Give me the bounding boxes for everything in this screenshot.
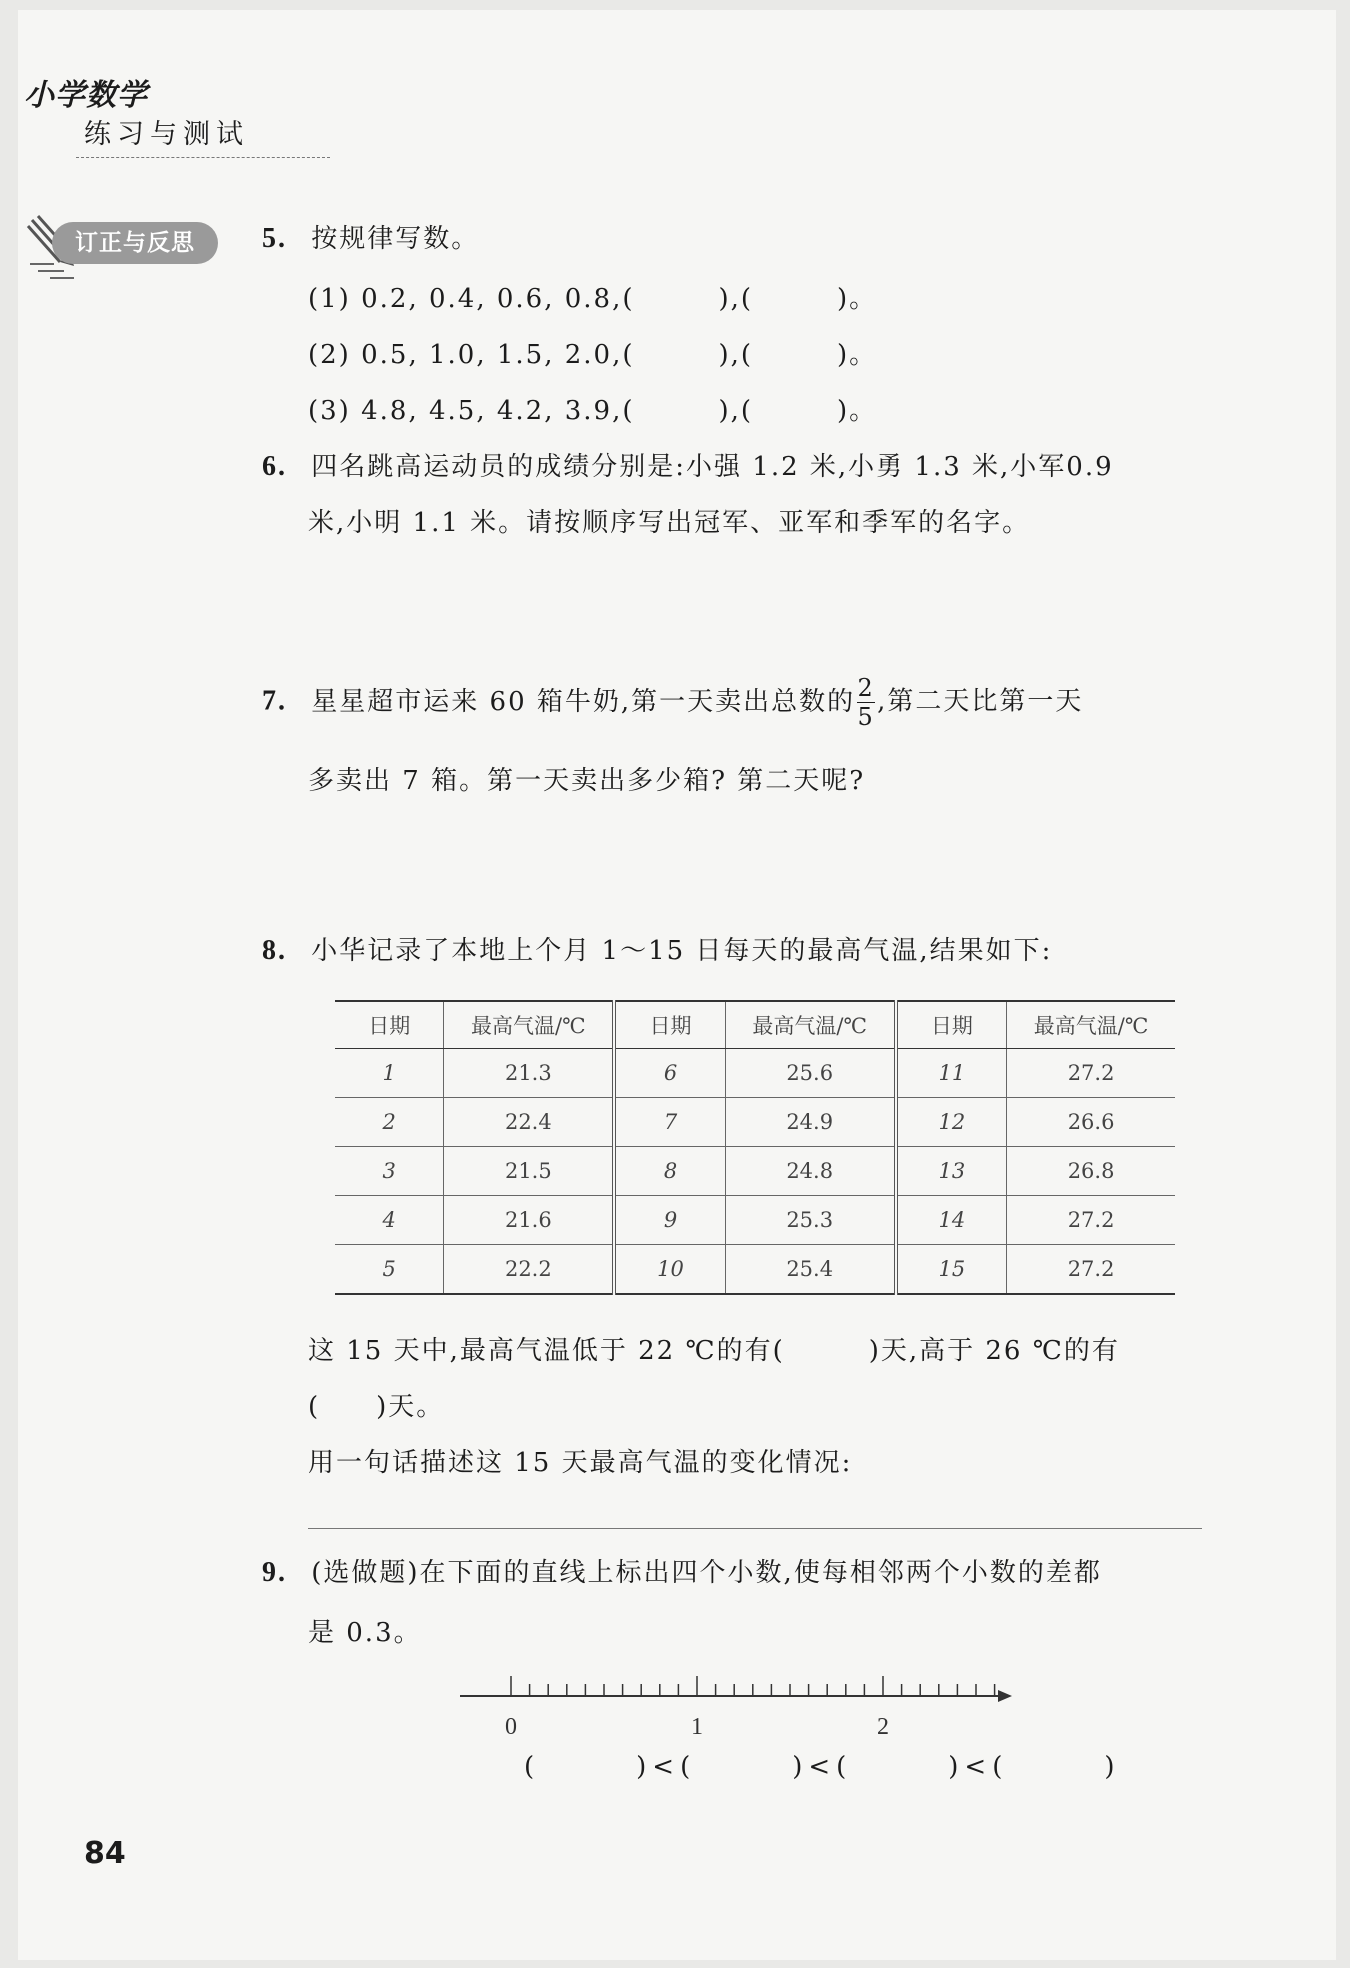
question-stem: 按规律写数。 <box>311 224 480 254</box>
number-line-label: 0 <box>505 1714 517 1740</box>
table-cell: 26.6 <box>1007 1098 1175 1147</box>
table-cell: 4 <box>335 1196 444 1245</box>
question-8 <box>262 930 1052 967</box>
question-text-line: 用一句话描述这 15 天最高气温的变化情况: <box>308 1448 853 1478</box>
table-cell: 21.6 <box>444 1196 614 1245</box>
column-header: 日期 <box>896 1001 1007 1049</box>
table-cell: 21.3 <box>444 1049 614 1098</box>
column-header: 最高气温/℃ <box>725 1001 895 1049</box>
question-text-line: 这 15 天中,最高气温低于 22 ℃的有( )天,高于 26 ℃的有 <box>308 1336 1120 1366</box>
question-6 <box>262 446 1114 483</box>
table-cell: 27.2 <box>1007 1049 1175 1098</box>
fraction-numerator: 2 <box>857 674 875 702</box>
table-cell: 27.2 <box>1007 1245 1175 1295</box>
correction-badge: 订正与反思 <box>52 222 218 264</box>
table-cell: 26.8 <box>1007 1147 1175 1196</box>
page-number: 84 <box>84 1836 126 1871</box>
number-line-label: 2 <box>877 1714 889 1740</box>
sequence-line-3: (3) 4.8, 4.5, 4.2, 3.9,( ),( )。 <box>308 396 878 426</box>
question-text-line: 四名跳高运动员的成绩分别是:小强 1.2 米,小勇 1.3 米,小军0.9 <box>311 452 1114 482</box>
question-text-line: (选做题)在下面的直线上标出四个小数,使每相邻两个小数的差都 <box>311 1558 1102 1588</box>
table-cell: 12 <box>896 1098 1007 1147</box>
table-row <box>335 1245 1175 1295</box>
fraction-denominator: 5 <box>857 703 875 731</box>
question-number: 7. <box>262 685 287 717</box>
table-cell: 15 <box>896 1245 1007 1295</box>
table-row <box>335 1049 1175 1098</box>
column-header: 最高气温/℃ <box>444 1001 614 1049</box>
question-number: 5. <box>262 223 287 254</box>
question-stem: 小华记录了本地上个月 1～15 日每天的最高气温,结果如下: <box>311 936 1053 966</box>
table-cell: 7 <box>614 1098 725 1147</box>
answer-blanks: ( )<( )<( )<( ) <box>524 1752 1121 1782</box>
brand-divider <box>76 157 330 158</box>
question-text-line: 是 0.3。 <box>308 1618 422 1648</box>
question-7 <box>262 676 1083 729</box>
table-cell: 10 <box>614 1245 725 1295</box>
table-row <box>335 1147 1175 1196</box>
table-cell: 14 <box>896 1196 1007 1245</box>
table-cell: 2 <box>335 1098 444 1147</box>
table-cell: 11 <box>896 1049 1007 1098</box>
table-cell: 22.2 <box>444 1245 614 1295</box>
question-number: 8. <box>262 935 287 966</box>
number-line-label: 1 <box>691 1714 703 1740</box>
question-text-line: 星星超市运来 60 箱牛奶,第一天卖出总数的 <box>311 686 856 717</box>
question-number: 6. <box>262 451 287 482</box>
question-text-line: ( )天。 <box>308 1392 445 1422</box>
table-cell: 24.8 <box>725 1147 895 1196</box>
question-9 <box>262 1552 1102 1589</box>
table-cell: 3 <box>335 1147 444 1196</box>
table-header-row <box>335 1001 1175 1049</box>
table-cell: 8 <box>614 1147 725 1196</box>
table-cell: 27.2 <box>1007 1196 1175 1245</box>
table-cell: 13 <box>896 1147 1007 1196</box>
sequence-line-1: (1) 0.2, 0.4, 0.6, 0.8,( ),( )。 <box>308 284 878 314</box>
column-header: 最高气温/℃ <box>1007 1001 1175 1049</box>
brand-title: 小学数学 <box>24 78 148 113</box>
table-cell: 25.4 <box>725 1245 895 1295</box>
table-cell: 24.9 <box>725 1098 895 1147</box>
table-cell: 1 <box>335 1049 444 1098</box>
table-row <box>335 1098 1175 1147</box>
table-cell: 9 <box>614 1196 725 1245</box>
question-5 <box>262 218 479 255</box>
table-cell: 21.5 <box>444 1147 614 1196</box>
table-cell: 22.4 <box>444 1098 614 1147</box>
column-header: 日期 <box>614 1001 725 1049</box>
answer-line <box>308 1528 1202 1529</box>
column-header: 日期 <box>335 1001 444 1049</box>
sequence-line-2: (2) 0.5, 1.0, 1.5, 2.0,( ),( )。 <box>308 340 878 370</box>
temperature-table <box>335 1000 1175 1295</box>
arrow-right-icon <box>998 1690 1012 1702</box>
question-text-line: 米,小明 1.1 米。请按顺序写出冠军、亚军和季军的名字。 <box>308 508 1031 538</box>
question-number: 9. <box>262 1557 287 1588</box>
question-text-line: 多卖出 7 箱。第一天卖出多少箱? 第二天呢? <box>308 766 866 796</box>
fraction <box>857 676 875 729</box>
table-cell: 25.3 <box>725 1196 895 1245</box>
question-text-line: ,第二天比第一天 <box>877 686 1084 717</box>
table-cell: 5 <box>335 1245 444 1295</box>
table-cell: 6 <box>614 1049 725 1098</box>
table-cell: 25.6 <box>725 1049 895 1098</box>
table-row <box>335 1196 1175 1245</box>
brand-subtitle: 练习与测试 <box>84 119 249 150</box>
